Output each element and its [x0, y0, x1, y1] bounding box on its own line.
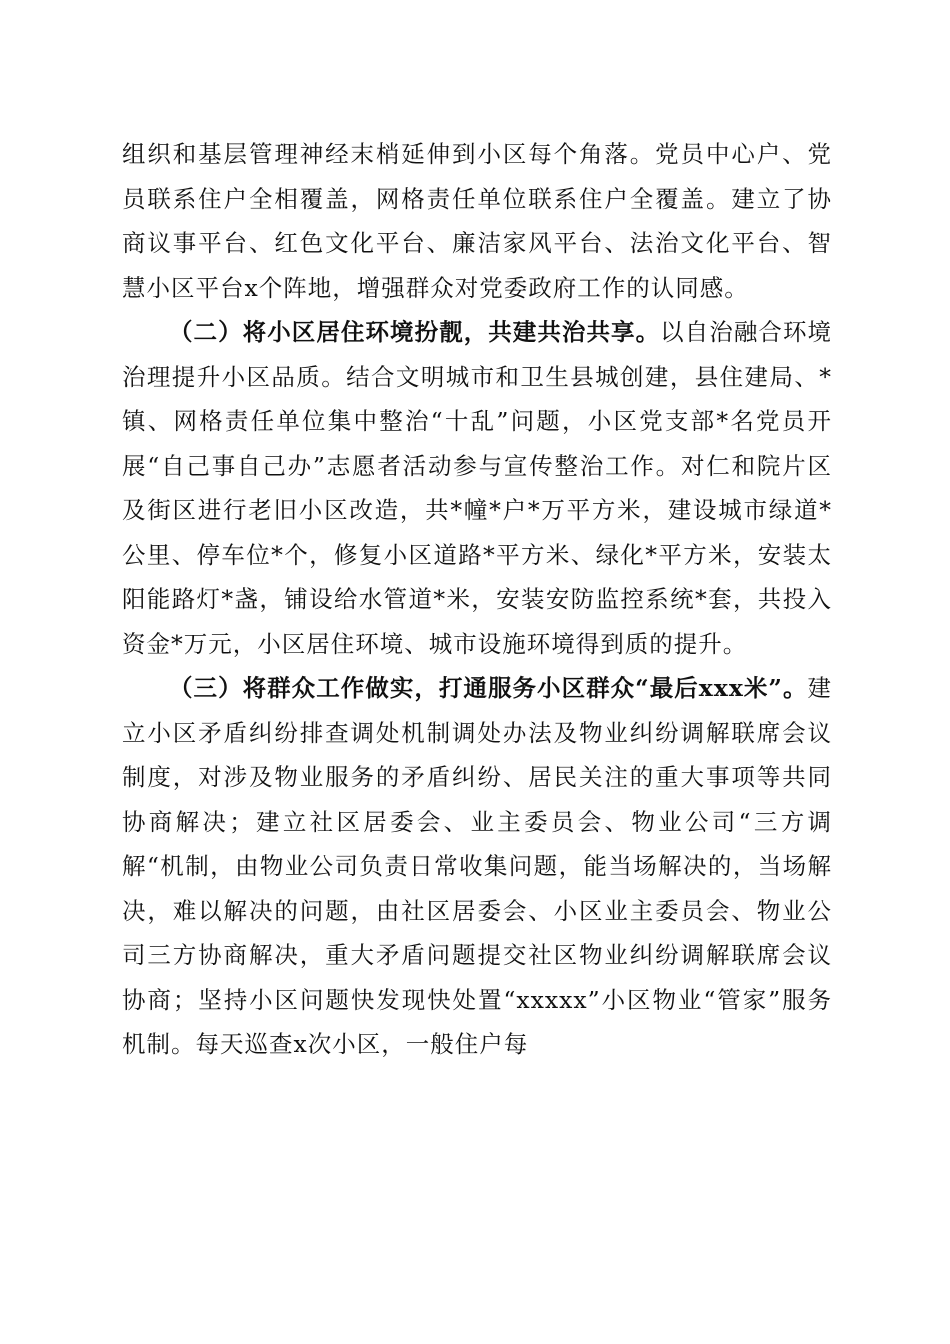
paragraph-1-text: 组织和基层管理神经末梢延伸到小区每个角落。党员中心户、党员联系住户全相覆盖，网格责任单位联系住户全覆盖。建立了协商议事平台、红色文化平台、廉洁家风平台、法治文化平台、智慧小区平台x个阵地，增强群众对党委政府工作的认同感。 — [122, 140, 832, 302]
document-page — [122, 132, 832, 1067]
paragraph-3-text: 建立小区矛盾纠纷排查调处机制调处办法及物业纠纷调解联席会议制度，对涉及物业服务的矛盾纠纷、居民关注的重大事项等共同协商解决；建立社区居委会、业主委员会、物业公司“三方调解“机制，由物业公司负责日常收集问题，能当场解决的，当场解决，难以解决的问题，由社区居委会、小区业主委员会、物业公司三方协商解决，重大矛盾问题提交社区物业纠纷调解联席会议协商；坚持小区问题快发现快处置“xxxxx”小区物业“管家”服务机制。每天巡查x次小区，一般住户每 — [122, 674, 832, 1058]
paragraph-3 — [122, 666, 832, 1067]
paragraph-2-heading: （二）将小区居住环境扮靓，共建共治共享。 — [169, 318, 661, 346]
paragraph-2-text: 以自治融合环境治理提升小区品质。结合文明城市和卫生县城创建，县住建局、*镇、网格责任单位集中整治“十乱”问题，小区党支部*名党员开展“自己事自己办”志愿者活动参与宣传整治工作。对仁和院片区及街区进行老旧小区改造，共*幢*户*万平方米，建设城市绿道*公里、停车位*个，修复小区道路*平方米、绿化*平方米，安装太阳能路灯*盏，铺设给水管道*米，安装安防监控系统*套，共投入资金*万元，小区居住环境、城市设施环境得到质的提升。 — [122, 318, 833, 658]
paragraph-1 — [122, 132, 832, 310]
paragraph-3-heading: （三）将群众工作做实，打通服务小区群众“最后xxx米”。 — [169, 674, 808, 702]
paragraph-2 — [122, 310, 832, 666]
